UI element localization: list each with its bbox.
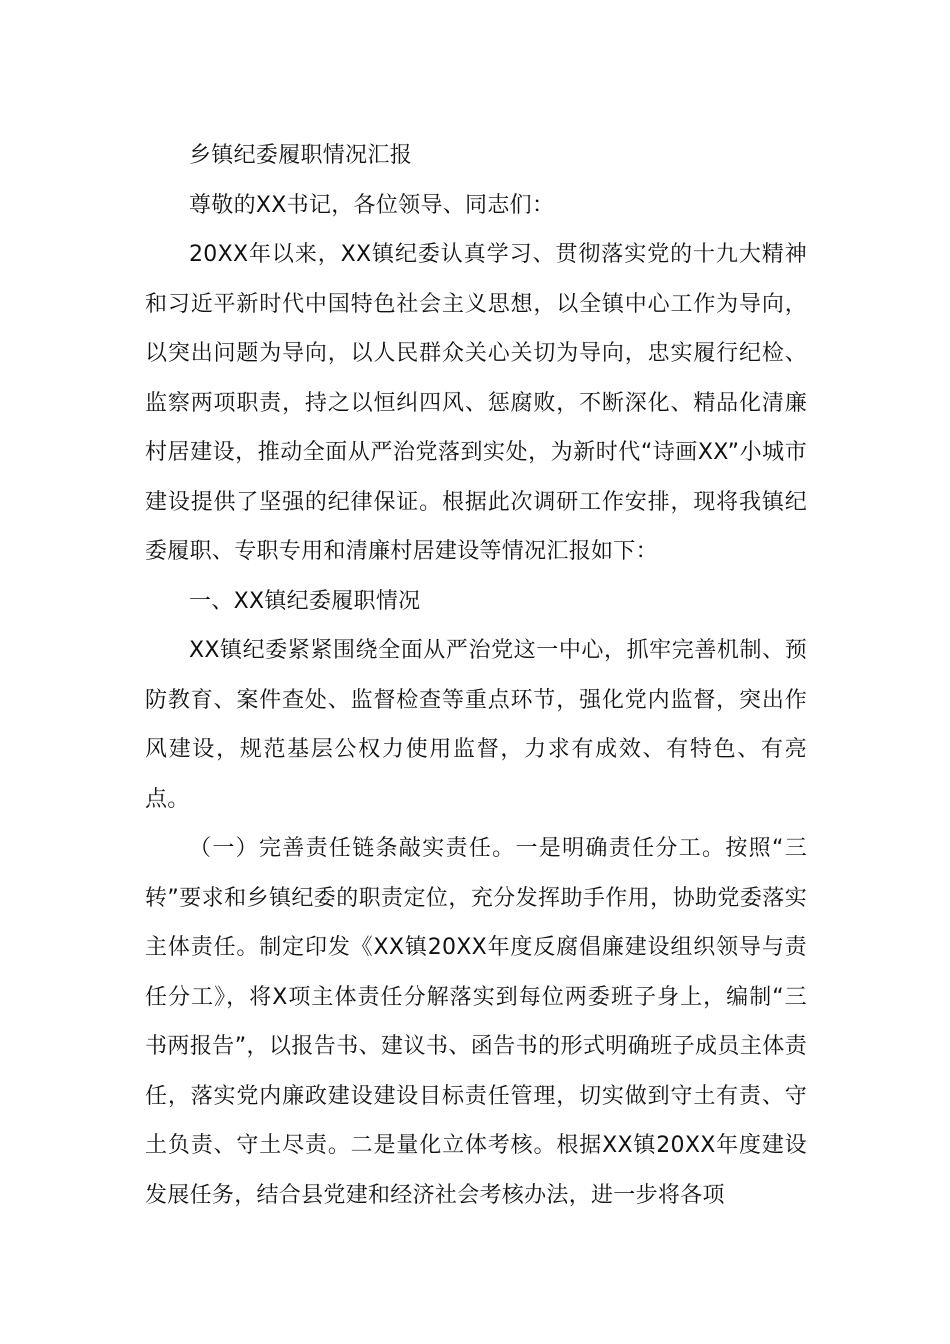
intro-paragraph: 20XX年以来，XX镇纪委认真学习、贯彻落实党的十九大精神和习近平新时代中国特色社会主义思想，以全镇中心工作为导向，以突出问题为导向，以人民群众关心关切为导向，忠实履行纪检、监察两项职责，持之以恒纠四风、惩腐败，不断深化、精品化清廉村居建设，推动全面从严治党落到实处，为新时代“诗画XX”小城市建设提供了坚强的纪律保证。根据此次调研工作安排，现将我镇纪委履职、专职专用和清廉村居建设等情况汇报如下： [145, 242, 807, 564]
document-body [145, 131, 807, 1220]
section-heading: 一、XX镇纪委履职情况 [189, 588, 421, 614]
point-paragraph: （一）完善责任链条敲实责任。一是明确责任分工。按照“三转”要求和乡镇纪委的职责定位，充分发挥助手作用，协助党委落实主体责任。制定印发《XX镇20XX年度反腐倡廉建设组织领导与责任分工》，将X项主体责任分解落实到每位两委班子身上，编制“三书两报告”，以报告书、建议书、函告书的形式明确班子成员主体责任，落实党内廉政建设建设目标责任管理，切实做到守土有责、守土负责、守土尽责。二是量化立体考核。根据XX镇20XX年度建设发展任务，结合县党建和经济社会考核办法，进一步将各项 [145, 836, 807, 1208]
document-title: 乡镇纪委履职情况汇报 [189, 143, 413, 168]
salutation: 尊敬的XX书记，各位领导、同志们： [189, 192, 555, 218]
section-paragraph: XX镇纪委紧紧围绕全面从严治党这一中心，抓牢完善机制、预防教育、案件查处、监督检查等重点环节，强化党内监督，突出作风建设，规范基层公权力使用监督，力求有成效、有特色、有亮点。 [145, 638, 807, 812]
